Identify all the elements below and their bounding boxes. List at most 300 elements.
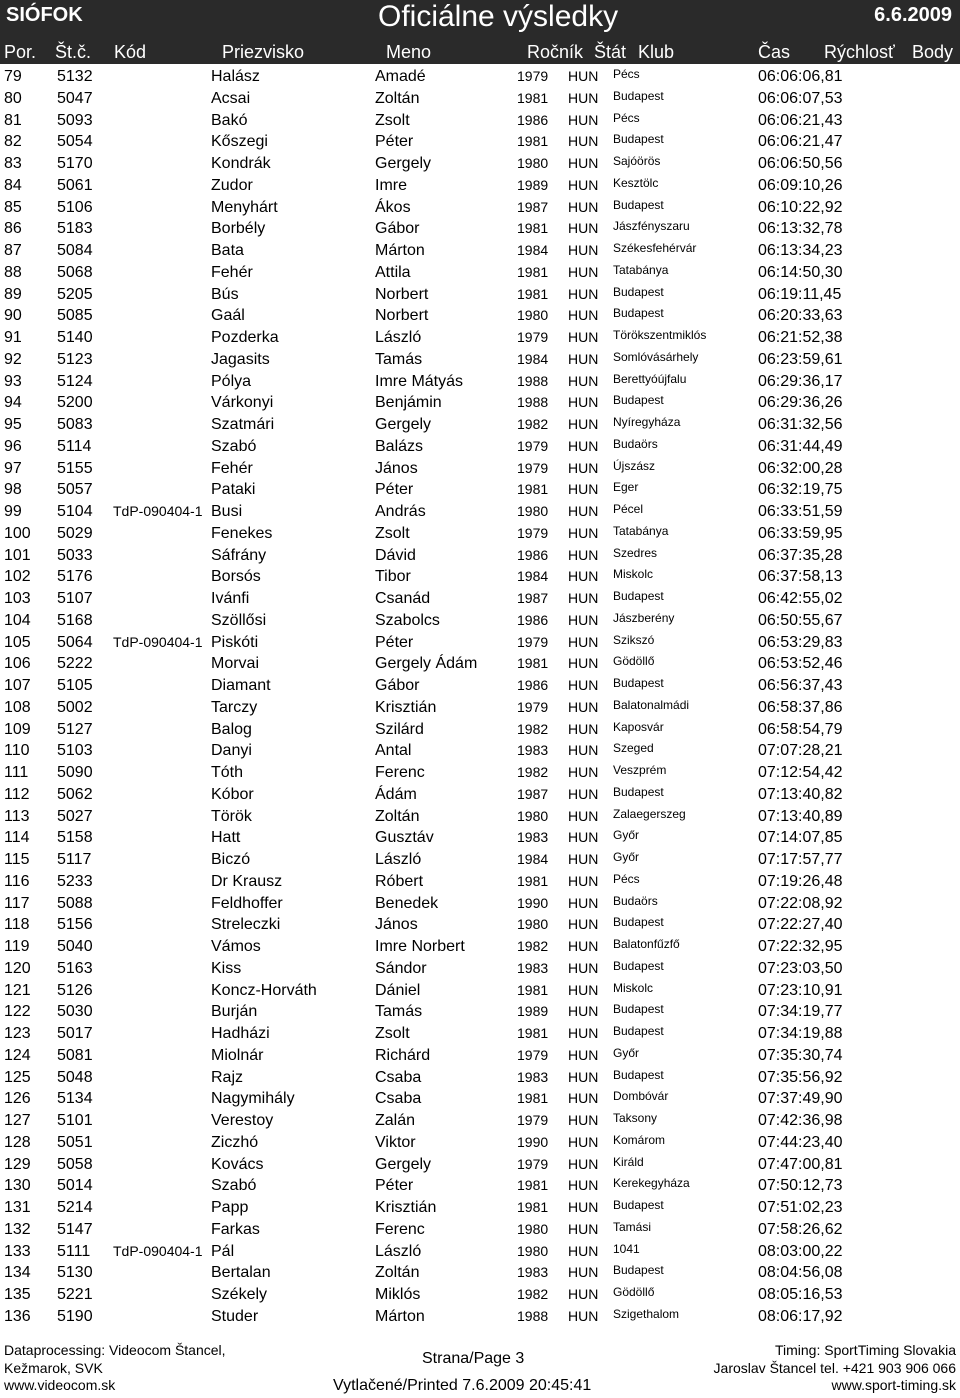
results-header bbox=[0, 0, 960, 64]
cell-year: 1987 bbox=[517, 785, 549, 802]
cell-bib: 5114 bbox=[57, 437, 92, 455]
cell-bib: 5027 bbox=[57, 807, 93, 825]
cell-club: Budapest bbox=[613, 784, 664, 799]
cell-firstname: Gergely bbox=[375, 155, 432, 172]
cell-position: 130 bbox=[4, 1177, 31, 1195]
cell-firstname: Richárd bbox=[375, 1046, 431, 1064]
cell-bib: 5104 bbox=[57, 503, 93, 520]
cell-year: 1979 bbox=[517, 1155, 549, 1172]
cell-firstname: Csanád bbox=[375, 590, 431, 607]
cell-bib: 5033 bbox=[57, 546, 93, 564]
cell-club: Budapest bbox=[613, 197, 664, 212]
cell-nation: HUN bbox=[568, 1307, 599, 1324]
cell-bib: 5200 bbox=[57, 394, 93, 412]
cell-nation: HUN bbox=[568, 176, 599, 193]
cell-nation: HUN bbox=[568, 1264, 599, 1281]
table-row bbox=[0, 914, 960, 936]
cell-position: 80 bbox=[4, 89, 22, 107]
cell-club: Kerekegyháza bbox=[613, 1176, 690, 1191]
cell-bib: 5083 bbox=[57, 416, 93, 433]
cell-firstname: László bbox=[375, 851, 422, 868]
table-row bbox=[0, 414, 960, 436]
event-name: SIÓFOK bbox=[6, 4, 83, 26]
cell-nation: HUN bbox=[568, 372, 599, 389]
cell-position: 133 bbox=[4, 1242, 31, 1260]
page-footer bbox=[0, 1340, 960, 1398]
cell-club: Miskolc bbox=[613, 567, 654, 582]
column-header-year: Ročník bbox=[527, 42, 584, 62]
cell-surname: Diamant bbox=[211, 677, 271, 694]
cell-bib: 5084 bbox=[57, 242, 93, 259]
cell-time: 06:06:06,81 bbox=[758, 68, 843, 85]
column-header-bib: Št.č. bbox=[55, 42, 92, 62]
cell-year: 1990 bbox=[517, 1133, 549, 1150]
cell-nation: HUN bbox=[568, 263, 599, 280]
footer-timing-contact: Jaroslav Štancel tel. +421 903 906 066 bbox=[713, 1360, 956, 1376]
cell-bib: 5134 bbox=[57, 1090, 93, 1108]
cell-time: 07:07:28,21 bbox=[758, 742, 843, 760]
cell-surname: Farkas bbox=[211, 1220, 260, 1238]
cell-position: 122 bbox=[4, 1003, 31, 1021]
table-row bbox=[0, 806, 960, 828]
cell-time: 06:19:11,45 bbox=[758, 285, 842, 303]
cell-club: Tatabánya bbox=[613, 262, 669, 277]
cell-nation: HUN bbox=[568, 742, 599, 759]
cell-nation: HUN bbox=[568, 198, 599, 215]
footer-page-number: Strana/Page 3 bbox=[422, 1350, 525, 1367]
cell-club: Kesztölc bbox=[613, 175, 659, 190]
cell-firstname: Norbert bbox=[375, 285, 429, 303]
cell-firstname: Ádám bbox=[375, 785, 417, 803]
cell-surname: Török bbox=[211, 807, 252, 825]
table-row bbox=[0, 1284, 960, 1306]
cell-position: 85 bbox=[4, 198, 22, 216]
cell-year: 1979 bbox=[517, 698, 549, 715]
cell-bib: 5048 bbox=[57, 1068, 93, 1086]
cell-bib: 5132 bbox=[57, 68, 93, 85]
column-header-speed: Rýchlosť bbox=[824, 42, 895, 62]
cell-club: Miskolc bbox=[613, 980, 654, 995]
cell-firstname: Zoltán bbox=[375, 1264, 420, 1282]
table-row bbox=[0, 675, 960, 697]
cell-position: 98 bbox=[4, 481, 22, 499]
cell-time: 08:03:00,22 bbox=[758, 1242, 843, 1260]
column-header-points: Body bbox=[912, 42, 954, 62]
cell-position: 88 bbox=[4, 263, 22, 281]
cell-year: 1980 bbox=[517, 1220, 549, 1237]
table-row bbox=[0, 218, 960, 240]
cell-firstname: Ákos bbox=[375, 198, 411, 216]
cell-firstname: Tamás bbox=[375, 1003, 423, 1021]
cell-year: 1983 bbox=[517, 742, 549, 759]
cell-nation: HUN bbox=[568, 568, 599, 585]
cell-surname: Verestoy bbox=[211, 1112, 274, 1129]
table-row bbox=[0, 893, 960, 915]
cell-surname: Vámos bbox=[211, 938, 261, 955]
cell-nation: HUN bbox=[568, 1220, 599, 1237]
cell-firstname: Szilárd bbox=[375, 720, 424, 738]
cell-firstname: Gergely bbox=[375, 416, 432, 433]
cell-bib: 5156 bbox=[57, 916, 93, 934]
cell-surname: Danyi bbox=[211, 742, 252, 760]
cell-firstname: Gábor bbox=[375, 677, 420, 694]
cell-club: Kaposvár bbox=[613, 719, 664, 734]
cell-nation: HUN bbox=[568, 503, 599, 519]
cell-bib: 5088 bbox=[57, 894, 93, 912]
cell-club: Eger bbox=[613, 480, 639, 495]
cell-bib: 5158 bbox=[57, 829, 93, 847]
cell-nation: HUN bbox=[568, 307, 599, 324]
table-row bbox=[0, 762, 960, 784]
table-row bbox=[0, 262, 960, 284]
cell-surname: Jagasits bbox=[211, 350, 270, 368]
cell-nation: HUN bbox=[568, 1112, 599, 1128]
cell-time: 07:19:26,48 bbox=[758, 872, 843, 890]
table-row bbox=[0, 545, 960, 567]
table-row bbox=[0, 632, 960, 654]
cell-year: 1981 bbox=[517, 655, 549, 672]
cell-bib: 5221 bbox=[57, 1286, 93, 1303]
cell-surname: Miolnár bbox=[211, 1046, 264, 1064]
cell-bib: 5170 bbox=[57, 155, 93, 172]
results-table bbox=[0, 66, 960, 1328]
cell-year: 1981 bbox=[517, 285, 549, 302]
cell-time: 08:05:16,53 bbox=[758, 1286, 843, 1303]
table-row bbox=[0, 458, 960, 480]
cell-time: 06:09:10,26 bbox=[758, 176, 843, 194]
cell-position: 112 bbox=[4, 785, 30, 803]
cell-position: 105 bbox=[4, 633, 31, 651]
cell-bib: 5111 bbox=[57, 1242, 91, 1260]
cell-position: 116 bbox=[4, 872, 30, 890]
cell-firstname: Péter bbox=[375, 633, 414, 651]
cell-year: 1981 bbox=[517, 220, 549, 237]
cell-surname: Bakó bbox=[211, 111, 248, 129]
cell-surname: Hadházi bbox=[211, 1025, 270, 1042]
cell-time: 08:06:17,92 bbox=[758, 1307, 843, 1325]
cell-club: Budapest bbox=[613, 88, 664, 103]
cell-surname: Pólya bbox=[211, 372, 252, 390]
cell-year: 1982 bbox=[517, 938, 549, 954]
cell-firstname: Norbert bbox=[375, 307, 429, 325]
cell-firstname: Imre bbox=[375, 176, 407, 194]
cell-firstname: Péter bbox=[375, 481, 414, 499]
table-row bbox=[0, 697, 960, 719]
cell-club: Budapest bbox=[613, 306, 664, 321]
cell-nation: HUN bbox=[568, 872, 599, 889]
cell-surname: Feldhoffer bbox=[211, 894, 283, 912]
cell-nation: HUN bbox=[568, 590, 599, 606]
cell-nation: HUN bbox=[568, 394, 599, 411]
cell-year: 1979 bbox=[517, 633, 549, 650]
cell-surname: Pál bbox=[211, 1242, 235, 1260]
cell-nation: HUN bbox=[568, 329, 599, 345]
cell-year: 1984 bbox=[517, 851, 549, 867]
cell-club: Taksony bbox=[613, 1111, 658, 1125]
cell-surname: Rajz bbox=[211, 1068, 244, 1086]
cell-club: 1041 bbox=[613, 1241, 640, 1256]
cell-club: Dombóvár bbox=[613, 1089, 669, 1104]
cell-position: 113 bbox=[4, 807, 30, 825]
cell-bib: 5054 bbox=[57, 133, 93, 151]
cell-surname: Burján bbox=[211, 1003, 258, 1021]
cell-time: 07:17:57,77 bbox=[758, 851, 843, 868]
table-row bbox=[0, 197, 960, 219]
cell-position: 93 bbox=[4, 372, 22, 390]
cell-surname: Kondrák bbox=[211, 155, 271, 172]
cell-time: 07:23:03,50 bbox=[758, 959, 843, 977]
cell-time: 07:23:10,91 bbox=[758, 981, 843, 999]
cell-firstname: Benjámin bbox=[375, 394, 442, 412]
cell-nation: HUN bbox=[568, 1046, 599, 1063]
table-row bbox=[0, 980, 960, 1002]
cell-surname: Fenekes bbox=[211, 524, 273, 542]
cell-nation: HUN bbox=[568, 68, 599, 84]
cell-time: 06:58:54,79 bbox=[758, 720, 843, 738]
cell-nation: HUN bbox=[568, 111, 599, 128]
cell-year: 1986 bbox=[517, 111, 549, 128]
cell-club: Pécel bbox=[613, 502, 644, 516]
cell-position: 103 bbox=[4, 590, 31, 607]
cell-surname: Szabó bbox=[211, 437, 257, 455]
cell-firstname: János bbox=[375, 459, 418, 477]
cell-surname: Nagymihály bbox=[211, 1090, 295, 1108]
cell-bib: 5090 bbox=[57, 764, 93, 781]
table-row bbox=[0, 1001, 960, 1023]
table-row bbox=[0, 327, 960, 349]
cell-position: 99 bbox=[4, 503, 22, 520]
table-row bbox=[0, 153, 960, 175]
cell-surname: Hatt bbox=[211, 829, 241, 847]
cell-position: 81 bbox=[4, 111, 22, 129]
table-row bbox=[0, 1067, 960, 1089]
cell-time: 06:50:55,67 bbox=[758, 611, 843, 629]
cell-position: 104 bbox=[4, 611, 31, 629]
cell-nation: HUN bbox=[568, 938, 599, 954]
cell-time: 06:32:00,28 bbox=[758, 459, 843, 477]
cell-club: Pécs bbox=[613, 67, 640, 81]
cell-surname: Dr Krausz bbox=[211, 872, 283, 890]
table-row bbox=[0, 371, 960, 393]
cell-nation: HUN bbox=[568, 655, 599, 672]
cell-club: Budaörs bbox=[613, 893, 658, 908]
cell-position: 110 bbox=[4, 742, 30, 760]
cell-surname: Bús bbox=[211, 285, 239, 303]
cell-year: 1988 bbox=[517, 372, 549, 389]
cell-firstname: Gusztáv bbox=[375, 829, 434, 847]
cell-time: 07:35:56,92 bbox=[758, 1068, 843, 1086]
cell-bib: 5140 bbox=[57, 329, 93, 346]
cell-bib: 5168 bbox=[57, 611, 93, 629]
cell-club: Balatonalmádi bbox=[613, 697, 690, 712]
table-row bbox=[0, 1154, 960, 1176]
cell-position: 114 bbox=[4, 829, 30, 847]
cell-position: 100 bbox=[4, 524, 31, 542]
cell-position: 120 bbox=[4, 959, 31, 977]
cell-time: 07:44:23,40 bbox=[758, 1133, 843, 1151]
cell-firstname: Krisztián bbox=[375, 698, 437, 716]
cell-surname: Sáfrány bbox=[211, 546, 267, 564]
column-header-time: Čas bbox=[758, 42, 791, 62]
cell-time: 06:32:19,75 bbox=[758, 481, 843, 499]
cell-position: 127 bbox=[4, 1112, 31, 1129]
cell-firstname: Sándor bbox=[375, 959, 427, 977]
cell-bib: 5062 bbox=[57, 785, 93, 803]
cell-year: 1989 bbox=[517, 176, 549, 193]
cell-club: Pécs bbox=[613, 110, 640, 125]
cell-position: 86 bbox=[4, 220, 22, 238]
cell-club: Tatabánya bbox=[613, 523, 669, 538]
cell-firstname: Zsolt bbox=[375, 524, 410, 542]
cell-year: 1981 bbox=[517, 481, 549, 498]
table-row bbox=[0, 1132, 960, 1154]
cell-bib: 5123 bbox=[57, 350, 93, 368]
cell-year: 1982 bbox=[517, 764, 549, 780]
cell-time: 07:50:12,73 bbox=[758, 1177, 843, 1195]
cell-bib: 5124 bbox=[57, 372, 93, 390]
cell-club: Budaörs bbox=[613, 436, 658, 451]
table-row bbox=[0, 740, 960, 762]
table-row bbox=[0, 827, 960, 849]
table-row bbox=[0, 1110, 960, 1132]
event-date: 6.6.2009 bbox=[874, 4, 952, 26]
cell-bib: 5105 bbox=[57, 677, 93, 694]
cell-position: 135 bbox=[4, 1286, 31, 1303]
table-row bbox=[0, 653, 960, 675]
cell-position: 108 bbox=[4, 698, 31, 716]
table-row bbox=[0, 1023, 960, 1045]
table-row bbox=[0, 240, 960, 262]
cell-position: 121 bbox=[4, 981, 31, 999]
cell-firstname: Zoltán bbox=[375, 807, 420, 825]
cell-club: Budapest bbox=[613, 589, 664, 603]
cell-surname: Acsai bbox=[211, 89, 251, 107]
cell-surname: Fehér bbox=[211, 263, 253, 281]
cell-year: 1986 bbox=[517, 546, 549, 563]
cell-time: 07:34:19,88 bbox=[758, 1025, 843, 1042]
cell-nation: HUN bbox=[568, 459, 599, 476]
cell-nation: HUN bbox=[568, 1068, 599, 1085]
cell-club: Győr bbox=[613, 850, 640, 864]
cell-firstname: Ferenc bbox=[375, 764, 425, 781]
cell-year: 1980 bbox=[517, 916, 549, 933]
cell-year: 1981 bbox=[517, 1090, 549, 1107]
cell-firstname: Miklós bbox=[375, 1286, 421, 1303]
column-header-surname: Priezvisko bbox=[222, 42, 305, 62]
cell-year: 1988 bbox=[517, 394, 549, 411]
cell-position: 90 bbox=[4, 307, 22, 325]
cell-bib: 5130 bbox=[57, 1264, 93, 1282]
cell-time: 06:13:34,23 bbox=[758, 242, 843, 259]
cell-firstname: János bbox=[375, 916, 418, 934]
cell-bib: 5106 bbox=[57, 198, 93, 216]
cell-time: 07:35:30,74 bbox=[758, 1046, 843, 1064]
column-header-club: Klub bbox=[638, 42, 675, 62]
cell-club: Jászfényszaru bbox=[613, 219, 690, 234]
cell-club: Budapest bbox=[613, 284, 664, 299]
cell-position: 106 bbox=[4, 655, 31, 673]
cell-position: 87 bbox=[4, 242, 22, 259]
cell-club: Budapest bbox=[613, 1263, 664, 1278]
table-row bbox=[0, 131, 960, 153]
cell-position: 89 bbox=[4, 285, 22, 303]
table-row bbox=[0, 566, 960, 588]
cell-position: 124 bbox=[4, 1046, 31, 1064]
table-row bbox=[0, 1197, 960, 1219]
cell-year: 1981 bbox=[517, 872, 549, 889]
table-row bbox=[0, 719, 960, 741]
cell-bib: 5068 bbox=[57, 263, 93, 281]
cell-time: 06:37:35,28 bbox=[758, 546, 843, 564]
cell-nation: HUN bbox=[568, 829, 599, 846]
cell-position: 83 bbox=[4, 155, 22, 172]
cell-bib: 5017 bbox=[57, 1025, 93, 1042]
cell-club: Somlóvásárhely bbox=[613, 349, 699, 364]
cell-time: 06:14:50,30 bbox=[758, 263, 843, 281]
cell-position: 82 bbox=[4, 133, 22, 151]
cell-firstname: Gergely bbox=[375, 1155, 432, 1173]
cell-club: Szedres bbox=[613, 545, 658, 560]
cell-surname: Pozderka bbox=[211, 329, 279, 346]
cell-year: 1981 bbox=[517, 263, 549, 280]
cell-club: Pécs bbox=[613, 871, 640, 886]
cell-firstname: Zoltán bbox=[375, 89, 420, 107]
table-row bbox=[0, 849, 960, 871]
table-row bbox=[0, 175, 960, 197]
cell-time: 06:33:59,95 bbox=[758, 524, 843, 542]
cell-bib: 5190 bbox=[57, 1307, 93, 1325]
cell-club: Budapest bbox=[613, 1024, 664, 1038]
cell-nation: HUN bbox=[568, 524, 599, 541]
cell-position: 117 bbox=[4, 894, 30, 912]
cell-bib: 5058 bbox=[57, 1155, 93, 1173]
cell-year: 1980 bbox=[517, 1242, 549, 1259]
table-row bbox=[0, 1241, 960, 1263]
cell-surname: Ziczhó bbox=[211, 1133, 259, 1151]
cell-position: 126 bbox=[4, 1090, 31, 1108]
cell-surname: Streleczki bbox=[211, 916, 281, 934]
cell-time: 07:14:07,85 bbox=[758, 829, 843, 847]
cell-surname: Borsós bbox=[211, 568, 261, 586]
cell-nation: HUN bbox=[568, 416, 599, 432]
cell-nation: HUN bbox=[568, 89, 599, 106]
cell-time: 07:47:00,81 bbox=[758, 1155, 843, 1173]
footer-timing: Timing: SportTiming Slovakia bbox=[774, 1342, 956, 1358]
cell-bib: 5107 bbox=[57, 590, 93, 607]
cell-bib: 5029 bbox=[57, 524, 93, 542]
cell-nation: HUN bbox=[568, 1133, 599, 1150]
table-row bbox=[0, 1262, 960, 1284]
cell-nation: HUN bbox=[568, 1025, 599, 1041]
cell-nation: HUN bbox=[568, 1286, 599, 1302]
cell-position: 91 bbox=[4, 329, 22, 346]
cell-surname: Piskóti bbox=[211, 633, 259, 651]
cell-surname: Kiss bbox=[211, 959, 242, 977]
cell-year: 1979 bbox=[517, 524, 549, 541]
cell-year: 1984 bbox=[517, 242, 549, 258]
cell-year: 1980 bbox=[517, 807, 549, 824]
cell-nation: HUN bbox=[568, 220, 599, 237]
cell-firstname: Gábor bbox=[375, 220, 420, 238]
cell-position: 92 bbox=[4, 350, 22, 368]
cell-surname: Busi bbox=[211, 503, 243, 520]
cell-surname: Fehér bbox=[211, 459, 253, 477]
cell-year: 1983 bbox=[517, 1068, 549, 1085]
cell-time: 06:42:55,02 bbox=[758, 590, 843, 607]
cell-surname: Gaál bbox=[211, 307, 245, 325]
cell-nation: HUN bbox=[568, 677, 599, 693]
cell-bib: 5047 bbox=[57, 89, 93, 107]
